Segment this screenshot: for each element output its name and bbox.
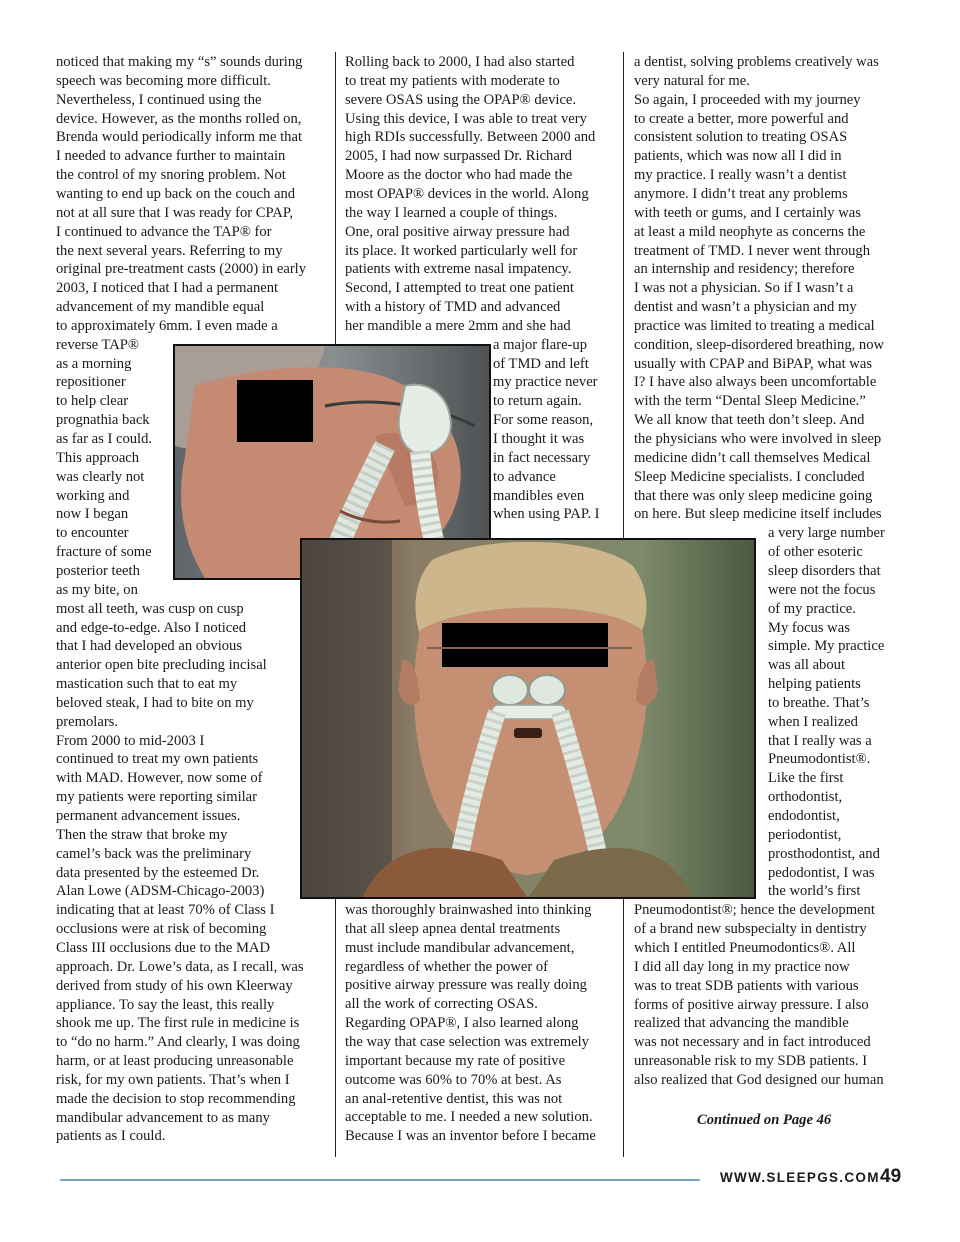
text-line: to approximately 6mm. I even made a [56, 317, 278, 334]
text-line: prognathia back [56, 412, 150, 429]
text-line: I thought it was [493, 431, 585, 447]
text-line: endodontist, [768, 808, 840, 824]
text-line: forms of positive airway pressure. I also [634, 996, 869, 1013]
text-line: regardless of whether the power of [345, 958, 549, 975]
text-line: indicating that at least 70% of Class I [56, 902, 275, 919]
text-line: at least a mild neophyte as concerns the [634, 223, 866, 240]
text-line: I was not a physician. So if I wasn’t a [634, 280, 854, 297]
text-line: reverse TAP® [56, 336, 140, 353]
text-line: when I realized [768, 713, 858, 730]
text-line: Like the first [768, 770, 844, 787]
text-line: derived from study of his own Kleerway [56, 977, 293, 994]
text-line: my practice. I really wasn’t a dentist [634, 167, 847, 184]
text-line: also realized that God designed our human [634, 1071, 884, 1088]
text-line: must include mandibular advancement, [345, 939, 575, 956]
text-line: occlusions were at risk of becoming [56, 921, 267, 938]
text-line: was thoroughly brainwashed into thinking [345, 902, 592, 918]
text-line: with the term “Dental Sleep Medicine.” [634, 393, 866, 410]
text-line: most OPAP® devices in the world. Along [345, 185, 589, 202]
text-line: to breathe. That’s [768, 694, 870, 711]
text-line: pedodontist, I was [768, 864, 875, 881]
text-line: mandibular advancement to as many [56, 1109, 270, 1126]
text-line: not at all sure that I was ready for CPAP, [56, 204, 293, 221]
text-line: to return again. [493, 393, 582, 410]
text-line: to advance [493, 468, 556, 485]
text-line: Because I was an inventor before I became [345, 1128, 596, 1145]
text-line: medicine didn’t call themselves Medical [634, 449, 871, 466]
text-line: device. However, as the months rolled on, [56, 110, 302, 127]
text-line: patients with extreme nasal impatency. [345, 261, 572, 278]
text-line: sleep disorders that [768, 562, 881, 579]
text-line: an anal-retentive dentist, this was not [345, 1090, 563, 1107]
text-line: appliance. To say the least, this really [56, 996, 275, 1013]
text-line: Rolling back to 2000, I had also started [345, 54, 575, 70]
photo-frontal-nasal-pillows [300, 538, 756, 899]
text-line: patients as I could. [56, 1128, 166, 1145]
text-line: that there was only sleep medicine going [634, 487, 873, 504]
text-line: a major flare-up [493, 336, 587, 353]
text-line: practice was limited to treating a medical [634, 317, 875, 334]
text-line: was to treat SDB patients with various [634, 977, 859, 994]
text-line: most all teeth, was cusp on cusp [56, 600, 244, 617]
text-line: of other esoteric [768, 544, 863, 561]
text-line: its place. It worked particularly well for [345, 242, 578, 259]
text-line: that I really was a [768, 732, 872, 749]
text-line: Nevertheless, I continued using the [56, 91, 262, 108]
text-line: original pre-treatment casts (2000) in early [56, 261, 307, 278]
text-line: This approach [56, 449, 140, 466]
text-line: camel’s back was the preliminary [56, 845, 252, 862]
text-line: Then the straw that broke my [56, 826, 228, 843]
text-line: We all know that teeth don’t sleep. And [634, 412, 865, 429]
text-line: of TMD and left [493, 355, 589, 372]
text-line: mastication such that to eat my [56, 676, 238, 693]
text-line: was all about [768, 657, 846, 674]
text-line: Moore as the doctor who had made the [345, 167, 573, 184]
text-line: prosthodontist, and [768, 845, 880, 862]
text-line: that I had developed an obvious [56, 638, 243, 655]
text-line: mandibles even [493, 487, 585, 504]
text-line: simple. My practice [768, 638, 885, 655]
text-line: my patients were reporting similar [56, 789, 258, 806]
text-line: fracture of some [56, 544, 152, 561]
text-line: very natural for me. [634, 72, 750, 89]
text-line: and edge-to-edge. Also I noticed [56, 619, 247, 636]
text-line: of a brand new subspecialty in dentistry [634, 921, 867, 938]
text-line: approach. Dr. Lowe’s data, as I recall, was [56, 958, 304, 975]
text-line: Pneumodontist®; hence the development [634, 902, 875, 919]
text-line: a very large number [768, 525, 885, 542]
text-line: the way that case selection was extremely [345, 1033, 589, 1050]
text-line: an internship and residency; therefore [634, 261, 855, 278]
text-line: I needed to advance further to maintain [56, 148, 286, 165]
text-line: Second, I attempted to treat one patient [345, 280, 574, 297]
text-line: in fact necessary [493, 449, 591, 466]
text-line: Alan Lowe (ADSM-Chicago-2003) [56, 883, 265, 900]
text-line: Brenda would periodically inform me that [56, 129, 302, 146]
text-line: on here. But sleep medicine itself includes [634, 506, 882, 523]
continued-on-page: Continued on Page 46 [697, 1112, 832, 1128]
text-line: was not necessary and in fact introduced [634, 1034, 871, 1051]
footer-rule [60, 1179, 700, 1181]
text-line: repositioner [56, 374, 126, 391]
text-line: Class III occlusions due to the MAD [56, 939, 271, 956]
text-line: premolars. [56, 713, 119, 730]
text-line: advancement of my mandible equal [56, 299, 265, 316]
text-line: consistent solution to treating OSAS [634, 129, 848, 146]
text-line: severe OSAS using the OPAP® device. [345, 91, 577, 108]
text-line: the way I learned a couple of things. [345, 204, 558, 221]
text-line: anymore. I didn’t treat any problems [634, 185, 848, 202]
text-line: permanent advancement issues. [56, 808, 241, 824]
text-line: orthodontist, [768, 789, 843, 806]
text-line: noticed that making my “s” sounds during [56, 54, 303, 70]
text-line: high RDIs successfully. Between 2000 and [345, 129, 596, 146]
text-line: helping patients [768, 676, 861, 693]
text-line: shook me up. The first rule in medicine is [56, 1015, 300, 1032]
text-line: as my bite, on [56, 581, 138, 598]
text-line: beloved steak, I had to bite on my [56, 694, 254, 711]
text-line: when using PAP. I [493, 506, 600, 523]
text-line: Pneumodontist®. [768, 751, 871, 768]
text-line: speech was becoming more difficult. [56, 72, 271, 89]
text-line: Sleep Medicine specialists. I concluded [634, 468, 865, 485]
text-line: posterior teeth [56, 562, 140, 579]
text-line: unreasonable risk to my SDB patients. I [634, 1053, 868, 1070]
text-line: treatment of TMD. I never went through [634, 242, 871, 259]
page-number: 49 [880, 1166, 902, 1187]
text-line: to create a better, more powerful and [634, 110, 849, 127]
text-line: realized that advancing the mandible [634, 1015, 849, 1032]
text-line: Using this device, I was able to treat very [345, 110, 587, 127]
text-line: One, oral positive airway pressure had [345, 223, 570, 240]
text-line: with MAD. However, now some of [56, 770, 263, 787]
text-line: Regarding OPAP®, I also learned along [345, 1015, 579, 1032]
text-line: I? I have also always been uncomfortable [634, 374, 877, 391]
text-line: with teeth or gums, and I certainly was [634, 204, 861, 221]
text-line: were not the focus [768, 581, 876, 598]
text-line: outcome was 60% to 70% at best. As [345, 1071, 562, 1088]
text-line: all the work of correcting OSAS. [345, 996, 538, 1013]
text-line: 2003, I noticed that I had a permanent [56, 280, 279, 297]
text-line: of my practice. [768, 600, 856, 617]
text-line: patients, which was now all I did in [634, 148, 842, 165]
text-line: For some reason, [493, 412, 594, 429]
text-line: wanting to end up back on the couch and [56, 185, 296, 202]
text-line: as far as I could. [56, 431, 153, 447]
text-line: her mandible a mere 2mm and she had [345, 317, 571, 334]
text-line: data presented by the esteemed Dr. [56, 864, 260, 881]
text-line: made the decision to stop recommending [56, 1090, 296, 1107]
text-line: a dentist, solving problems creatively was [634, 54, 879, 70]
text-line: the world’s first [768, 883, 861, 900]
text-line: working and [56, 487, 130, 504]
text-line: I continued to advance the TAP® for [56, 223, 272, 240]
text-line: harm, or at least producing unreasonable [56, 1053, 294, 1070]
text-line: the control of my snoring problem. Not [56, 167, 286, 184]
text-line: risk, for my own patients. That’s when I [56, 1071, 290, 1088]
text-line: acceptable to me. I needed a new solution. [345, 1109, 593, 1126]
text-line: which I entitled Pneumodontics®. All [634, 939, 856, 956]
text-line: dentist and wasn’t a physician and my [634, 299, 857, 316]
text-line: My focus was [768, 619, 850, 636]
text-line: important because my rate of positive [345, 1052, 566, 1069]
footer-website: WWW.SLEEPGS.COM [720, 1170, 880, 1185]
text-line: condition, sleep-disordered breathing, now [634, 336, 885, 353]
text-line: usually with CPAP and BiPAP, what was [634, 355, 873, 372]
text-line: to help clear [56, 393, 129, 410]
text-line: to treat my patients with moderate to [345, 72, 560, 89]
text-line: as a morning [56, 355, 132, 372]
text-line: positive airway pressure was really doing [345, 977, 587, 994]
text-line: 2005, I had now surpassed Dr. Richard [345, 148, 572, 165]
text-line: From 2000 to mid-2003 I [56, 732, 205, 749]
text-line: anterior open bite precluding incisal [56, 657, 267, 674]
text-line: periodontist, [768, 826, 842, 843]
text-line: the next several years. Referring to my [56, 242, 283, 259]
text-line: with a history of TMD and advanced [345, 299, 561, 316]
text-line: to encounter [56, 525, 129, 542]
text-line: So again, I proceeded with my journey [634, 91, 861, 108]
text-line: was clearly not [56, 468, 145, 485]
text-line: continued to treat my own patients [56, 751, 259, 768]
text-line: that all sleep apnea dental treatments [345, 920, 561, 937]
text-line: the physicians who were involved in sleep [634, 431, 882, 447]
text-line: now I began [56, 506, 129, 523]
text-line: I did all day long in my practice now [634, 958, 850, 975]
text-line: to “do no harm.” And clearly, I was doing [56, 1034, 300, 1051]
text-line: my practice never [493, 374, 598, 391]
